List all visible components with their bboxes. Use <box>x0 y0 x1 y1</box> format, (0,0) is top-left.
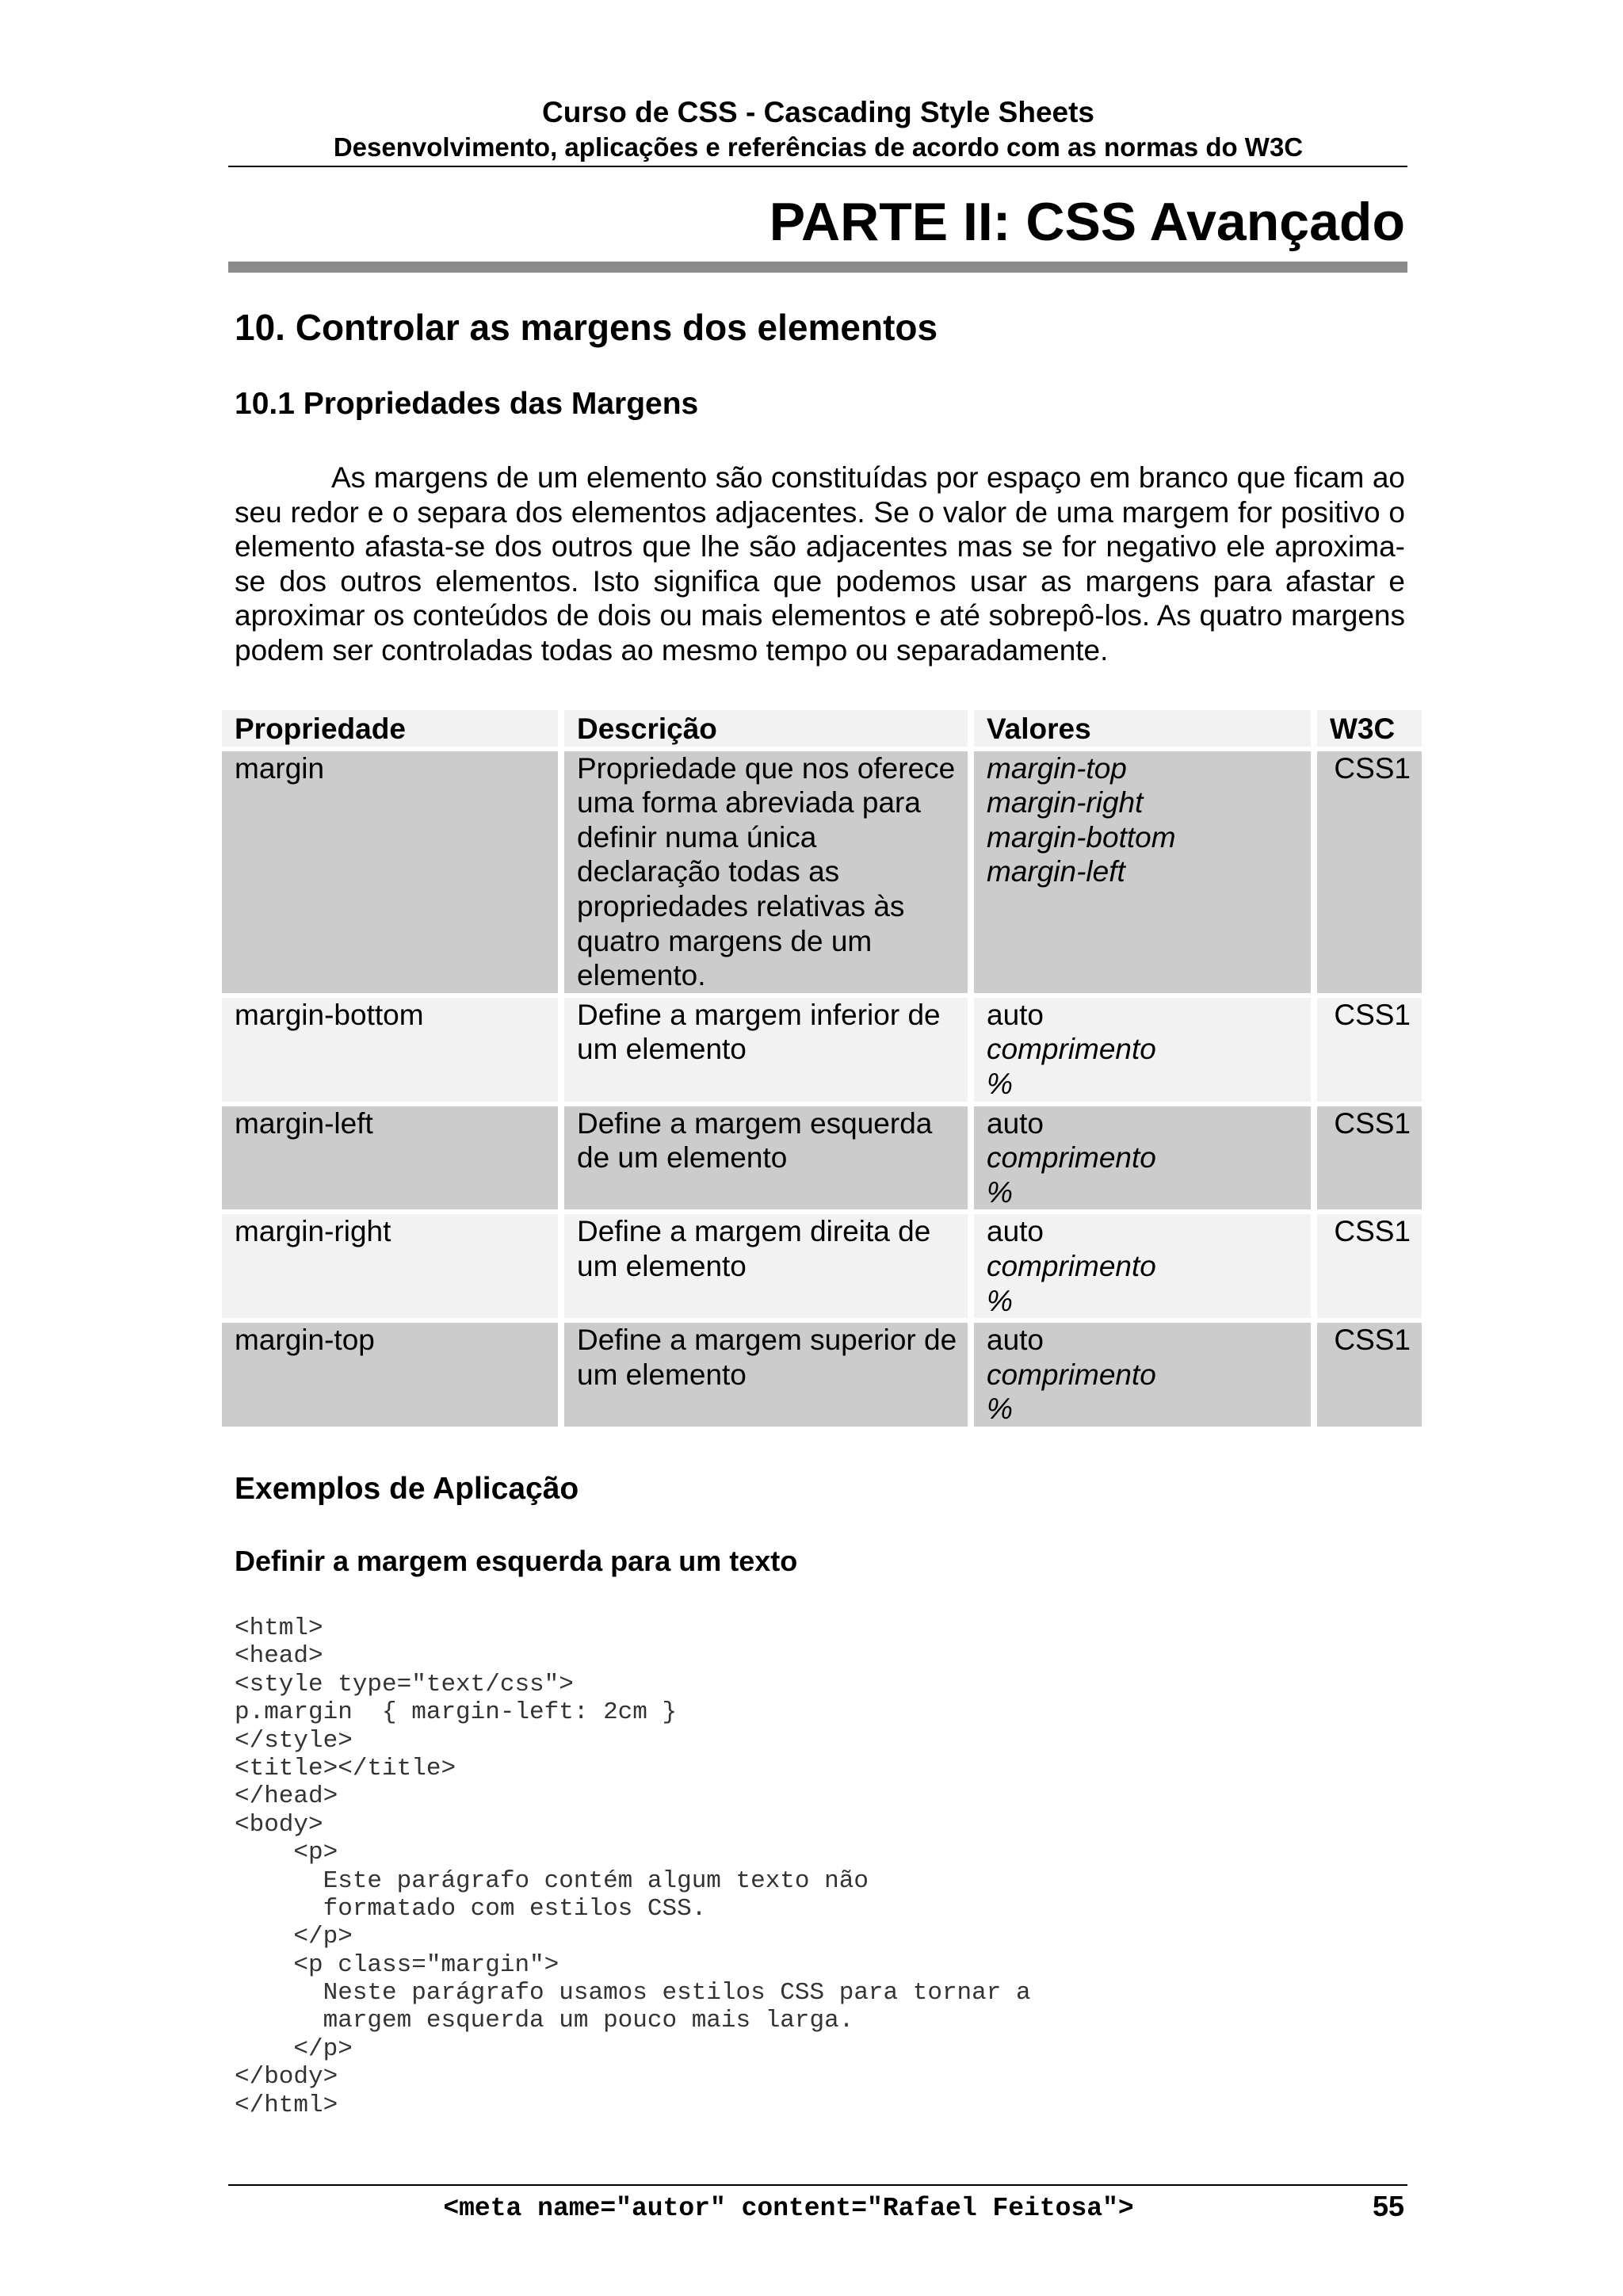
value-item: auto <box>987 1106 1044 1140</box>
cell-property: margin-top <box>222 1323 558 1427</box>
header-w3c: W3C <box>1317 710 1422 747</box>
margin-properties-table <box>216 705 1428 1431</box>
intro-paragraph: As margens de um elemento são constituídas por espaço em branco que ficam ao seu redor e o separa dos elementos adjacentes. Se o valor de uma margem for positivo o elemento afasta-se dos outros que lhe são adjacentes mas se for negativo ele aproxima-se dos outros elementos. Isto significa que podemos usar as margens para afastar e aproximar os conteúdos de dois ou mais elementos e até sobrepô-los. As quatro margens podem ser controladas todas ao mesmo tempo ou separadamente. <box>235 461 1405 667</box>
cell-property: margin-bottom <box>222 998 558 1102</box>
table-row <box>222 998 1422 1102</box>
value-item: comprimento <box>987 1141 1156 1175</box>
cell-values <box>974 1106 1311 1210</box>
value-item: auto <box>987 998 1044 1031</box>
header-subtitle: Desenvolvimento, aplicações e referências de acordo com as normas do W3C <box>333 132 1304 162</box>
header-description: Descrição <box>564 710 968 747</box>
cell-values <box>974 998 1311 1102</box>
value-item: margin-right <box>987 786 1144 819</box>
cell-property: margin <box>222 751 558 993</box>
code-line: <p> <box>235 1839 338 1867</box>
value-item: % <box>987 1392 1013 1426</box>
code-line: formatado com estilos CSS. <box>235 1894 707 1923</box>
table-header-row <box>222 710 1422 747</box>
cell-property: margin-left <box>222 1106 558 1210</box>
value-item: % <box>987 1067 1013 1100</box>
header-rule <box>228 166 1407 167</box>
value-item: margin-left <box>987 855 1125 888</box>
value-item: comprimento <box>987 1249 1156 1282</box>
value-item: comprimento <box>987 1358 1156 1391</box>
code-example <box>235 1614 1031 2119</box>
cell-w3c: CSS1 <box>1317 1214 1422 1318</box>
code-line: margem esquerda um pouco mais larga. <box>235 2007 854 2035</box>
code-line: </body> <box>235 2063 338 2092</box>
value-item: auto <box>987 1215 1044 1248</box>
table-row <box>222 1106 1422 1210</box>
table-row <box>222 1323 1422 1427</box>
footer-meta-text: <meta name="autor" content="Rafael Feitosa"> <box>443 2194 1134 2223</box>
code-line: <html> <box>235 1614 323 1642</box>
example-title: Definir a margem esquerda para um texto <box>235 1545 798 1577</box>
part-title: PARTE II: CSS Avançado <box>769 192 1405 252</box>
value-item: comprimento <box>987 1033 1156 1066</box>
code-line: Este parágrafo contém algum texto não <box>235 1866 869 1895</box>
header-course-title: Curso de CSS - Cascading Style Sheets <box>541 96 1095 128</box>
cell-description: Define a margem direita de um elemento <box>564 1214 968 1318</box>
cell-description: Define a margem esquerda de um elemento <box>564 1106 968 1210</box>
part-title-bar <box>228 262 1407 273</box>
code-line: p.margin { margin-left: 2cm } <box>235 1698 678 1727</box>
cell-description: Propriedade que nos oferece uma forma abreviada para definir numa única declaração todas as propriedades relativas às quatro margens de um elemento. <box>564 751 968 993</box>
cell-values <box>974 1214 1311 1318</box>
code-line: </p> <box>235 2034 353 2063</box>
code-line: </p> <box>235 1923 353 1951</box>
code-line: <style type="text/css"> <box>235 1670 574 1698</box>
section-title: 10. Controlar as margens dos elementos <box>235 307 938 348</box>
cell-values <box>974 751 1311 993</box>
subsection-title: 10.1 Propriedades das Margens <box>235 387 699 421</box>
cell-w3c: CSS1 <box>1317 1323 1422 1427</box>
code-line: <head> <box>235 1642 323 1671</box>
value-item: % <box>987 1175 1013 1209</box>
examples-title: Exemplos de Aplicação <box>235 1472 579 1506</box>
table-row <box>222 1214 1422 1318</box>
value-item: auto <box>987 1324 1044 1357</box>
cell-description: Define a margem superior de um elemento <box>564 1323 968 1427</box>
cell-w3c: CSS1 <box>1317 751 1422 993</box>
value-item: margin-bottom <box>987 820 1176 854</box>
page-number: 55 <box>1372 2190 1404 2222</box>
code-line: <title></title> <box>235 1754 456 1782</box>
code-line: <body> <box>235 1810 323 1839</box>
code-line: <p class="margin"> <box>235 1950 559 1979</box>
code-line: Neste parágrafo usamos estilos CSS para tornar a <box>235 1979 1031 2008</box>
cell-values <box>974 1323 1311 1427</box>
header-values: Valores <box>974 710 1311 747</box>
code-line: </head> <box>235 1782 338 1811</box>
code-line: </html> <box>235 2091 338 2119</box>
code-line: </style> <box>235 1726 353 1755</box>
footer-rule <box>228 2184 1407 2186</box>
header-property: Propriedade <box>222 710 558 747</box>
table-row <box>222 751 1422 993</box>
value-item: margin-top <box>987 751 1127 785</box>
cell-w3c: CSS1 <box>1317 998 1422 1102</box>
value-item: % <box>987 1284 1013 1317</box>
cell-property: margin-right <box>222 1214 558 1318</box>
cell-w3c: CSS1 <box>1317 1106 1422 1210</box>
cell-description: Define a margem inferior de um elemento <box>564 998 968 1102</box>
